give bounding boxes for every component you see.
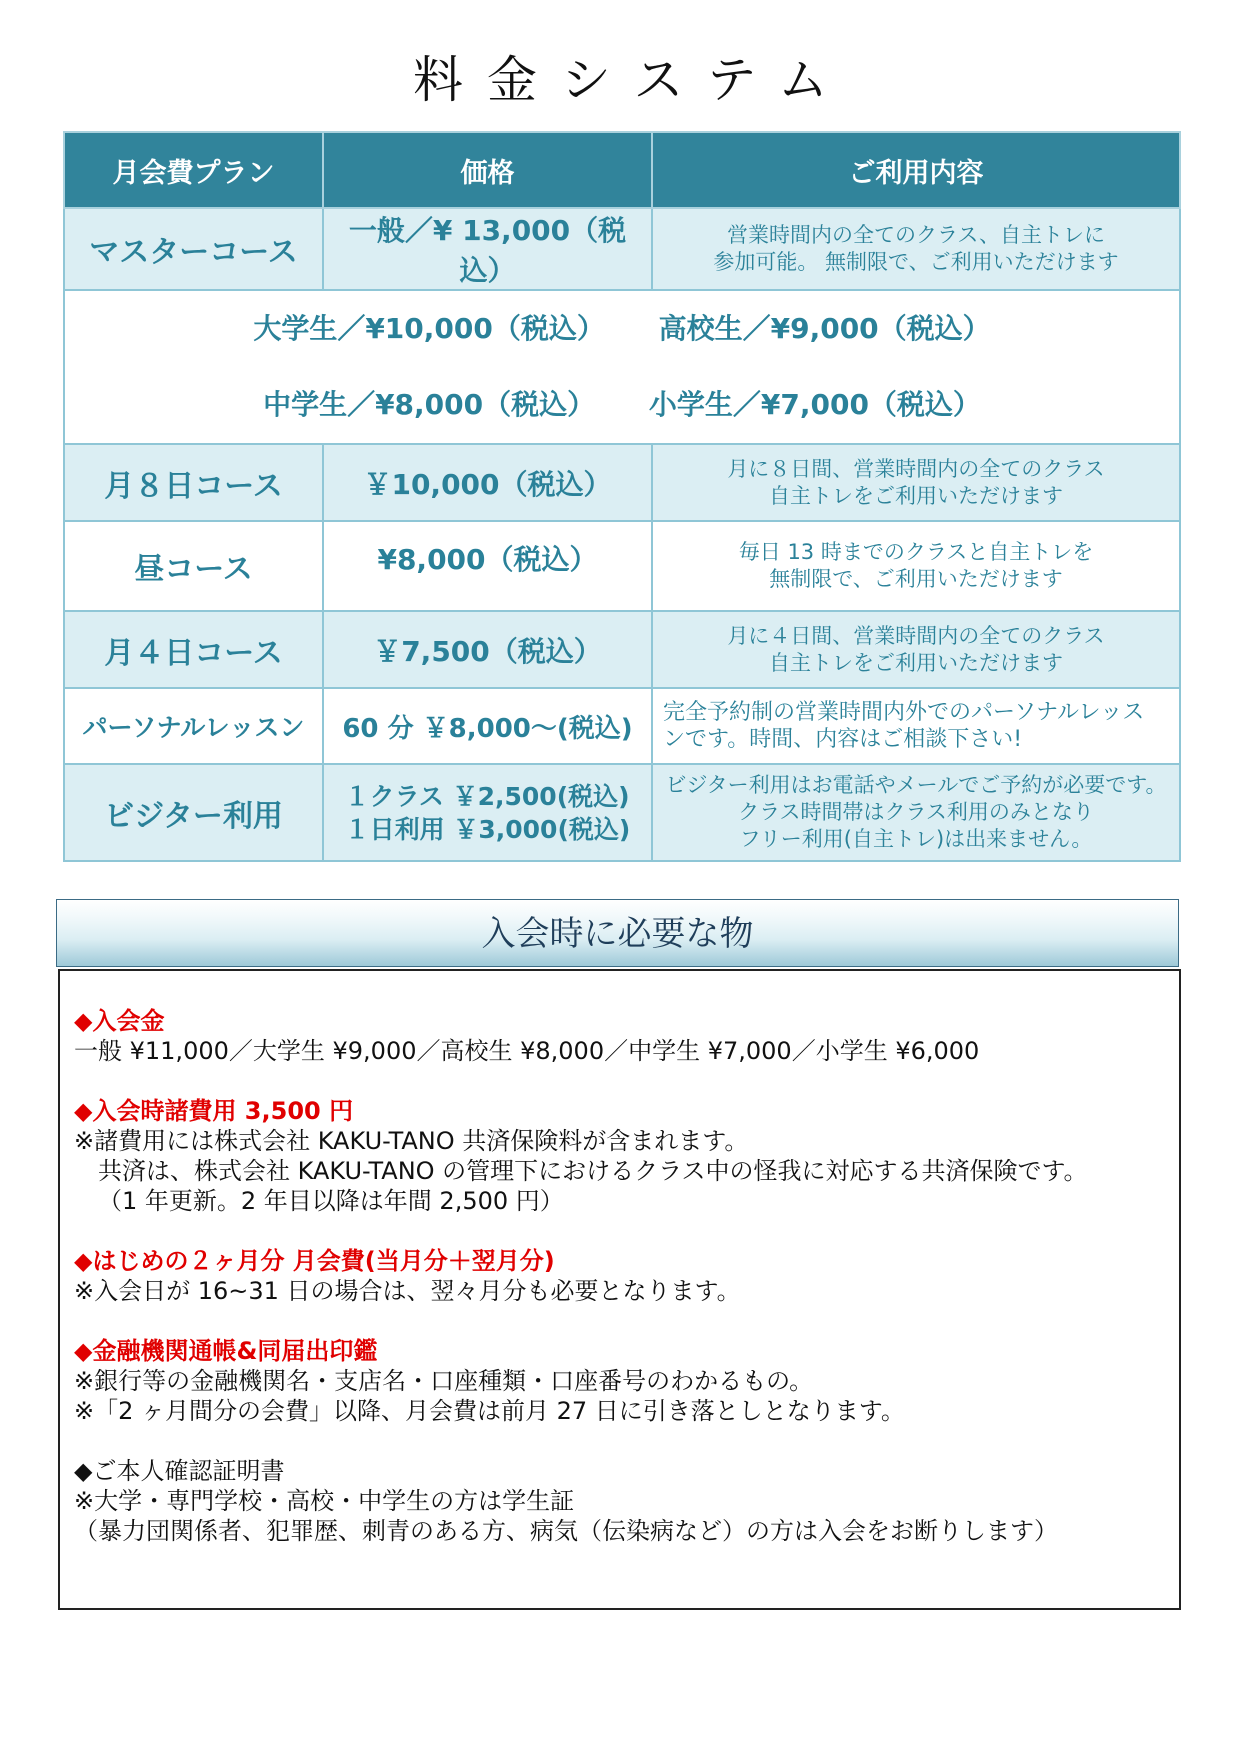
section-text: 共済は、株式会社 KAKU-TANO の管理下におけるクラス中の怪我に対応する共済保険です。 (98, 1157, 1088, 1185)
desc-line: ビジター利用はお電話やメールでご予約が必要です。 (665, 773, 1167, 797)
table-row-personal (64, 688, 1180, 764)
section-text: 一般 ¥11,000／大学生 ¥9,000／高校生 ¥8,000／中学生 ¥7,000／小学生 ¥6,000 (74, 1037, 980, 1065)
fee-table (63, 131, 1181, 862)
section-text: （暴力団関係者、犯罪歴、刺青のある方、病気（伝染病など）の方は入会をお断りします） (74, 1517, 1058, 1545)
section-heading: ◆金融機関通帳&同届出印鑑 (74, 1337, 378, 1365)
header-plan: 月会費プラン (64, 132, 323, 208)
plan-desc (652, 688, 1180, 764)
table-row-visitor (64, 764, 1180, 861)
section-text: ※諸費用には株式会社 KAKU-TANO 共済保険料が含まれます。 (74, 1127, 749, 1155)
plan-price: ￥7,500（税込） (323, 611, 652, 688)
table-row-4day (64, 611, 1180, 688)
table-header-row (64, 132, 1180, 208)
plan-price: 一般／¥ 13,000（税込） (323, 208, 652, 290)
student-price-university: 大学生／¥10,000（税込） (253, 312, 605, 345)
student-price-highschool: 高校生／¥9,000（税込） (658, 312, 991, 345)
table-row-master (64, 208, 1180, 290)
desc-line: クラス時間帯はクラス利用のみとなり (738, 800, 1094, 824)
desc-line: ンです。時間、内容はご相談下さい! (663, 727, 1023, 752)
plan-name: 月４日コース (64, 611, 323, 688)
section-text: ※「2 ヶ月間分の会費」以降、月会費は前月 27 日に引き落としとなります。 (74, 1397, 905, 1425)
plan-name: パーソナルレッスン (64, 688, 323, 764)
header-usage: ご利用内容 (652, 132, 1180, 208)
section-text: （1 年更新。2 年目以降は年間 2,500 円） (98, 1187, 564, 1215)
header-price: 価格 (323, 132, 652, 208)
plan-price: ¥8,000（税込） (323, 521, 652, 611)
desc-line: フリー利用(自主トレ)は出来ません。 (739, 827, 1093, 851)
table-row-daytime (64, 521, 1180, 611)
plan-name: 月８日コース (64, 444, 323, 521)
section-heading: ◆ご本人確認証明書 (74, 1457, 285, 1485)
student-price-junior: 中学生／¥8,000（税込） (263, 388, 596, 421)
student-price-elementary: 小学生／¥7,000（税込） (648, 388, 981, 421)
section-text: ※入会日が 16~31 日の場合は、翌々月分も必要となります。 (74, 1277, 741, 1305)
plan-name: マスターコース (64, 208, 323, 290)
plan-desc (652, 611, 1180, 688)
desc-line: 完全予約制の営業時間内外でのパーソナルレッス (663, 700, 1145, 725)
section-heading: ◆入会金 (74, 1007, 165, 1035)
plan-price (323, 764, 652, 861)
plan-desc (652, 764, 1180, 861)
section-text: ※銀行等の金融機関名・支店名・口座種類・口座番号のわかるもの。 (74, 1367, 814, 1395)
desc-line: 月に８日間、営業時間内の全てのクラス (727, 456, 1105, 481)
plan-name: ビジター利用 (64, 764, 323, 861)
table-row-8day (64, 444, 1180, 521)
desc-line: 無制限で、ご利用いただけます (769, 567, 1063, 591)
desc-line: 参加可能。 無制限で、ご利用いただけます (713, 250, 1119, 274)
student-line (69, 367, 1175, 443)
plan-desc (652, 208, 1180, 290)
plan-price: 60 分 ￥8,000～(税込) (323, 688, 652, 764)
requirements-title: 入会時に必要な物 (56, 899, 1179, 967)
section-heading: ◆入会時諸費用 3,500 円 (74, 1097, 354, 1125)
visitor-price-list (345, 780, 631, 846)
plan-name: 昼コース (64, 521, 323, 611)
requirements-box (58, 969, 1181, 1610)
student-line (69, 291, 1175, 367)
plan-price: ￥10,000（税込） (323, 444, 652, 521)
desc-line: 自主トレをご利用いただけます (769, 650, 1063, 675)
desc-line: 毎日 13 時までのクラスと自主トレを (738, 540, 1094, 564)
section-heading: ◆はじめの２ヶ月分 月会費(当月分＋翌月分) (74, 1247, 555, 1275)
page-title: 料金システム (413, 51, 852, 109)
student-prices (64, 290, 1180, 444)
desc-line: 自主トレをご利用いただけます (769, 483, 1063, 508)
plan-desc (652, 521, 1180, 611)
section-text: ※大学・専門学校・高校・中学生の方は学生証 (74, 1487, 575, 1515)
visitor-price-day: １日利用 ￥3,000(税込) (344, 814, 631, 844)
desc-line: 月に４日間、営業時間内の全てのクラス (727, 623, 1105, 648)
desc-line: 営業時間内の全てのクラス、自主トレに (727, 223, 1105, 247)
table-row-students (64, 290, 1180, 444)
visitor-price-class: １クラス ￥2,500(税込) (344, 781, 630, 811)
plan-desc (652, 444, 1180, 521)
